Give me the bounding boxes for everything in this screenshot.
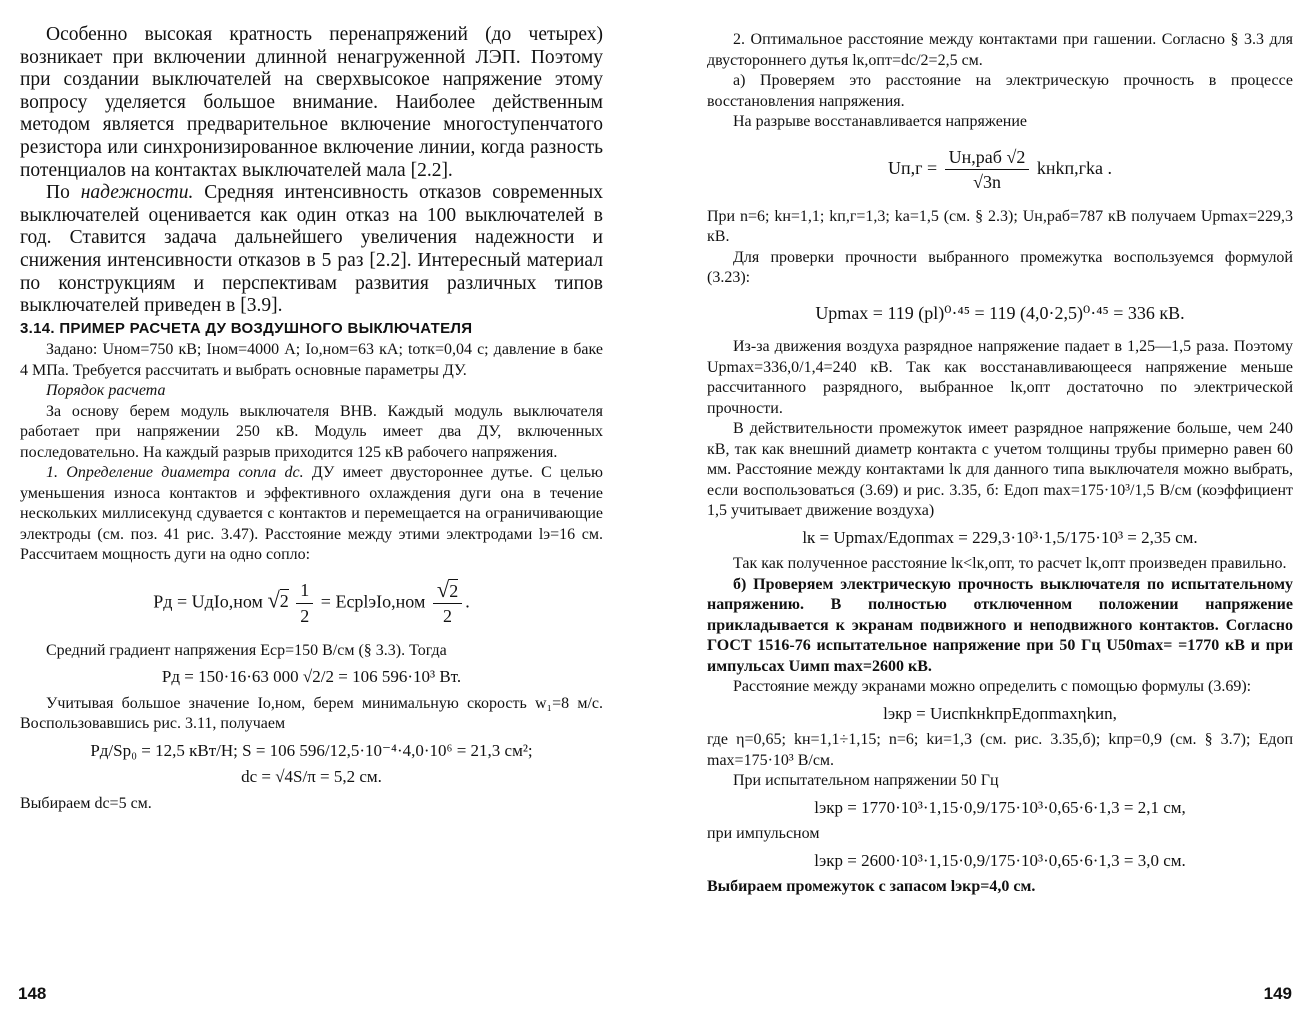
paragraph-air-movement: Из-за движения воздуха разрядное напряжение падает в 1,25—1,5 раза. Поэтому Upmax=336,0/1,4=240 кВ. Так как восстанавливающееся напряжение меньше рассчитанного разрядного, выбранное lк,опт достаточно по электрической прочности. (707, 338, 1293, 417)
formula-contact-distance: lк = Upmax/Eдопmax = 229,3·10³·1,5/175·10³ = 2,35 см. (802, 527, 1198, 547)
denominator: √3n (973, 172, 1001, 192)
formula-part: Uп,г = (888, 157, 938, 178)
paragraph-strength-check: Для проверки прочности выбранного промежутка воспользуемся формулой (3.23): (707, 248, 1293, 286)
formula-part: . (465, 591, 470, 612)
fraction-sqrt2-over-2 (433, 576, 462, 627)
denominator: 2 (300, 605, 310, 626)
emphasis-reliability: надежности. (80, 182, 194, 204)
formula-part: kнkп,гkа . (1036, 157, 1112, 178)
formula-part: 2 (449, 580, 459, 601)
sqrt-symbol: √ (436, 576, 450, 602)
page-number-left: 148 (18, 984, 47, 1003)
left-column (20, 24, 603, 814)
denominator: 2 (443, 606, 453, 627)
emphasis-nozzle: 1. Определение диаметра сопла dс. (46, 464, 304, 482)
formula-power-value: Pд = 150·16·63 000 √2/2 = 106 596·10³ Вт. (161, 667, 462, 687)
paragraph-restored-voltage: На разрыве восстанавливается напряжение (733, 113, 1028, 130)
formula-breakdown-voltage: Upmax = 119 (pl)⁰·⁴⁵ = 119 (4,0·2,5)⁰·⁴⁵ = 336 кВ. (815, 302, 1185, 323)
paragraph-optimal-distance: 2. Оптимальное расстояние между контактами при гашении. Согласно § 3.3 для двустороннего дутья lк,опт=dс/2=2,5 см. (707, 31, 1293, 69)
paragraph-reliability (20, 182, 603, 318)
paragraph-order (20, 381, 603, 402)
formula-screen: lэкр = UиспkнkпрEдопmaxηkиn, (883, 703, 1117, 723)
fraction-half (296, 580, 313, 626)
paragraph-choose-gap: Выбираем промежуток с запасом lэкр=4,0 см. (707, 878, 1036, 895)
paragraph-screen-distance: Расстояние между экранами можно определить с помощью формулы (3.69): (733, 678, 1252, 695)
example-body (20, 340, 603, 814)
order-title: Порядок расчета (46, 382, 166, 400)
numerator (433, 576, 462, 605)
formula-restored-voltage (707, 147, 1293, 193)
paragraph-impulse: при импульсном (707, 825, 820, 842)
formula-part: Pд = UдIо,ном (153, 591, 263, 612)
paragraph-check-a: а) Проверяем это расстояние на электрическую прочность в процессе восстановления напряжения. (707, 72, 1293, 110)
paragraph-nozzle (20, 463, 603, 566)
numerator: 1 (296, 580, 313, 604)
paragraph-velocity: Учитывая большое значение Iо,ном, берем минимальную скорость w₁=8 м/с. Воспользовавшись рис. 3.11, получаем (20, 694, 603, 733)
formula-arc-power (20, 576, 603, 627)
numerator: Uн,раб √2 (945, 147, 1030, 171)
formula-screen-impulse: lэкр = 2600·10³·1,15·0,9/175·10³·0,65·6·1,3 = 3,0 см. (814, 850, 1186, 870)
paragraph-actual-gap: В действительности промежуток имеет разрядное напряжение больше, чем 240 кВ, так как внешний диаметр контакта с учетом толщины трубы примерно равен 60 мм. Расстояние между контактами lк для данного типа выключателя можно выбрать, если воспользоваться (3.69) и рис. 3.35, б: Eдоп max=175·10³/1,5 В/см (коэффициент 1,5 учитывает движение воздуха) (707, 420, 1293, 519)
formula-area: Pд/Sp₀ = 12,5 кВт/Н; S = 106 596/12,5·10⁻⁴·4,0·10⁶ = 21,3 см²; (90, 740, 533, 760)
paragraph-module: За основу берем модуль выключателя ВНВ. Каждый модуль выключателя работает при напряжении 250 кВ. Модуль имеет два ДУ, включенных последовательно. На каждый разрыв приходится 125 кВ рабочего напряжения. (20, 402, 603, 461)
paragraph-overvoltage: Особенно высокая кратность перенапряжений (до четырех) возникает при включении длинной ненагруженной ЛЭП. Поэтому при создании выключателей на сверхвысокое напряжение этому вопросу уделяется большое внимание. Наиболее действенным методом является предварительное включение многоступенчатого резистора или синхронизированное включение линии, когда разность потенциалов на контактах выключателей мала [2.2]. (20, 24, 603, 181)
right-page (655, 0, 1310, 1014)
formula-part: = EсрlэIо,ном (320, 591, 426, 612)
paragraph-test-50hz: При испытательном напряжении 50 Гц (733, 772, 999, 789)
formula-screen-50hz: lэкр = 1770·10³·1,15·0,9/175·10³·0,65·6·1,3 = 2,1 см, (814, 797, 1186, 817)
section-heading: 3.14. ПРИМЕР РАСЧЕТА ДУ ВОЗДУШНОГО ВЫКЛЮЧАТЕЛЯ (20, 319, 473, 337)
formula-diameter: dс = √4S/π = 5,2 см. (241, 767, 382, 787)
paragraph-given: Задано: Uном=750 кВ; Iном=4000 А; Iо,ном=63 кА; tотк=0,04 с; давление в баке 4 МПа. Требуется рассчитать и выбрать основные параметры ДУ. (20, 341, 603, 379)
sqrt-symbol: √ (267, 587, 280, 613)
text-run: ДУ имеет двустороннее дутье. С целью уменьшения износа контактов и эффективного охлаждения дуги она в течение нескольких миллисекунд сдувается с контактов и перемещается на ограничивающие электроды (см. поз. 41 рис. 3.47). Расстояние между этими электродами lэ=16 см. Рассчитаем мощность дуги на одно сопло: (20, 464, 604, 564)
page-number-right: 149 (1263, 984, 1292, 1003)
formula-part: 2 (279, 591, 289, 612)
paragraph-check-b: б) Проверяем электрическую прочность выключателя по испытательному напряжению. В полностью отключенном положении напряжение прикладывается к экранам подвижного и неподвижного контактов. Согласно ГОСТ 1516-76 испытательное напряжение при 50 Гц U50max= =1770 кВ и при импульсах Uимп max=2600 кВ. (707, 575, 1293, 675)
paragraph-conclusion: Так как полученное расстояние lк<lк,опт, то расчет lк,опт произведен правильно. (733, 555, 1287, 572)
right-column (707, 30, 1293, 898)
fraction-voltage (945, 147, 1030, 193)
paragraph-gradient: Средний градиент напряжения Eср=150 В/см (§ 3.3). Тогда (46, 641, 447, 659)
paragraph-coefficients: При n=6; kн=1,1; kп,г=1,3; kа=1,5 (см. § 2.3); Uн,раб=787 кВ получаем Upmax=229,3 кВ. (707, 207, 1293, 245)
text-run: Средняя интенсивность отказов современных выключателей оценивается как один отказ на 100 выключателей в год. Ставится задача дальнейшего увеличения надежности и снижения интенсивности отказов в 5 раз [2.2]. Интересный материал по конструкциям и перспективам развития различных типов выключателей приведен в [3.9]. (20, 182, 603, 317)
paragraph-choose-diameter: Выбираем dс=5 см. (20, 794, 152, 812)
paragraph-where: где η=0,65; kн=1,1÷1,15; n=6; kи=1,3 (см. рис. 3.35,б); kпр=0,9 (см. § 3.7); Eдоп max=175·10³ В/см. (707, 731, 1293, 769)
text-run: По (46, 182, 81, 204)
